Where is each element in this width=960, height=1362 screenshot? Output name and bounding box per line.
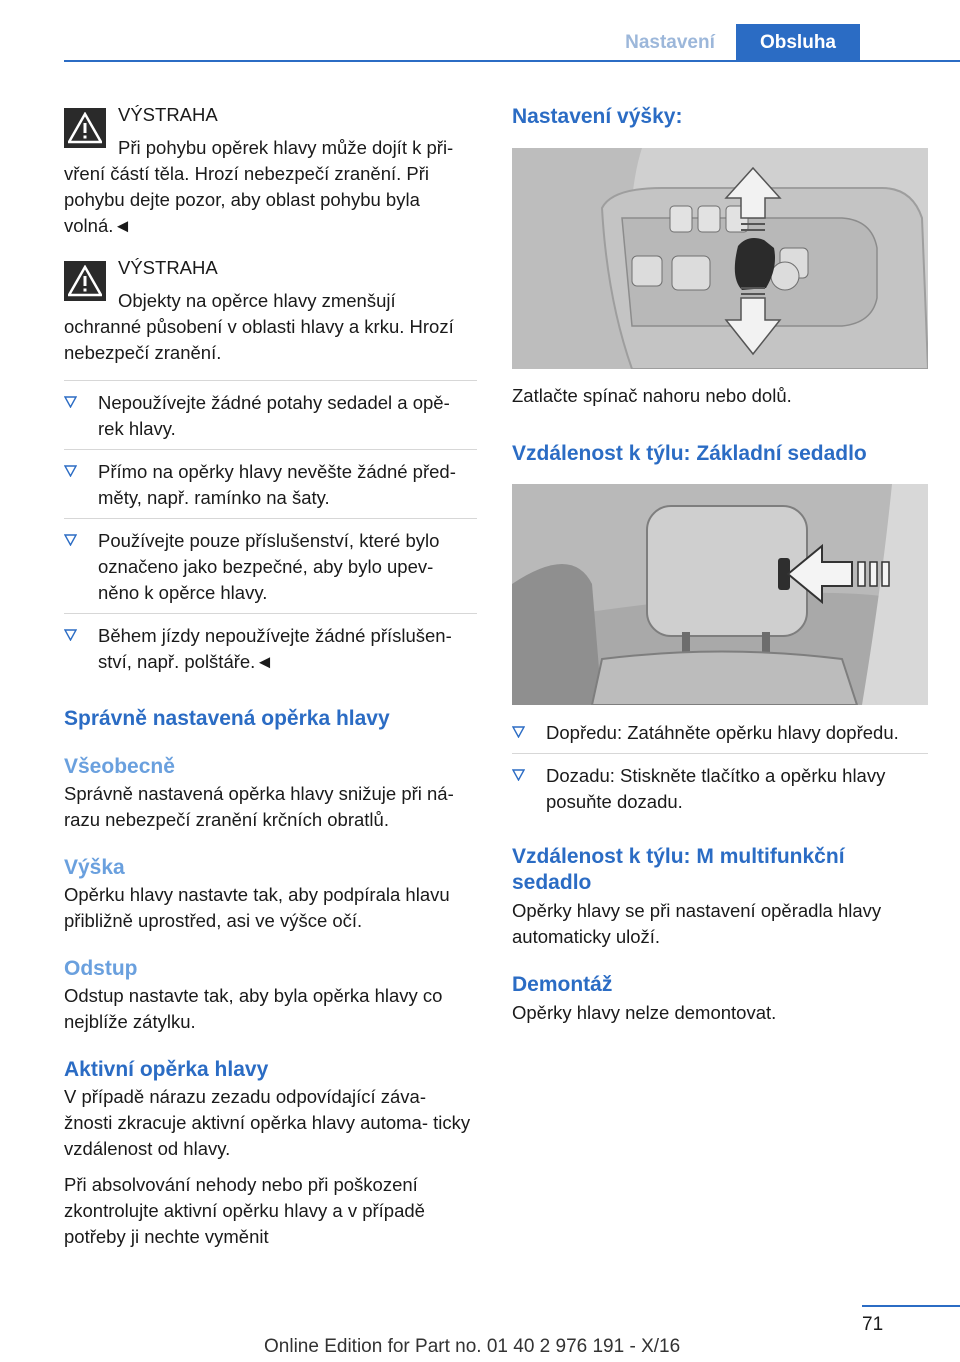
list-item [512, 711, 928, 753]
paragraph: Opěrku hlavy nastavte tak, aby podpírala hlavu přibližně uprostřed, asi ve výšce očí. [64, 884, 450, 931]
footer-rule [862, 1305, 960, 1307]
page-number: 71 [862, 1314, 884, 1335]
bullet-triangle-icon [64, 629, 77, 641]
warning-text: Objekty na opěrce hlavy zmenšují ochranné působení v oblasti hlavy a krku. Hrozí nebezpečí zranění. [64, 290, 454, 363]
section-title-removal: Demontáž [512, 973, 613, 996]
list-item-text: Nepoužívejte žádné potahy sedadel a opě- rek hlavy. [98, 392, 450, 439]
bullet-triangle-icon [512, 726, 525, 738]
warning-title: VÝSTRAHA [118, 257, 218, 278]
section-title: Aktivní opěrka hlavy [64, 1058, 269, 1081]
seat-switch-illustration [512, 148, 928, 369]
paragraph: Správně nastavená opěrka hlavy snižuje při ná- razu nebezpečí zranění krčních obratlů. [64, 783, 454, 830]
list-item [64, 613, 477, 682]
subsection-distance [64, 956, 477, 1035]
section-title-correct-headrest: Správně nastavená opěrka hlavy [64, 707, 390, 730]
subsection-title: Výška [64, 856, 125, 879]
tab-nastaveni[interactable]: Nastavení [625, 32, 715, 53]
left-column [64, 100, 477, 1250]
warning-triangle-icon [64, 261, 106, 301]
section-active-headrest [64, 1057, 477, 1250]
right-column [512, 100, 928, 1026]
section-title-m-seat: Vzdálenost k týlu: M multifunkční sedadlo [512, 845, 845, 894]
bullet-triangle-icon [512, 769, 525, 781]
bullet-triangle-icon [64, 465, 77, 477]
online-edition-note: Online Edition for Part no. 01 40 2 976 191 - X/16 [264, 1336, 681, 1357]
header-rule [64, 60, 960, 62]
list-item-text: Používejte pouze příslušenství, které bylo označeno jako bezpečné, aby bylo upev- něno k opěrce hlavy. [98, 530, 440, 603]
list-item-text: Dozadu: Stiskněte tlačítko a opěrku hlavy posuňte dozadu. [546, 765, 886, 812]
warning-bullet-list [64, 380, 477, 682]
warning-block-2 [64, 253, 477, 366]
list-item-text: Dopředu: Zatáhněte opěrku hlavy dopředu. [546, 722, 899, 743]
list-item [64, 518, 477, 613]
list-item [64, 380, 477, 449]
paragraph: Opěrky hlavy se při nastavení opěradla hlavy automaticky uloží. [512, 900, 882, 947]
warning-title: VÝSTRAHA [118, 104, 218, 125]
subsection-general [64, 754, 477, 833]
paragraph: Při absolvování nehody nebo při poškození zkontrolujte aktivní opěrku hlavy a v případě potřeby ji nechte vyměnit [64, 1174, 425, 1247]
subsection-title: Odstup [64, 957, 138, 980]
warning-text: Při pohybu opěrek hlavy může dojít k při- vření částí těla. Hrozí nebezpečí zranění. Při pohybu dejte pozor, aby oblast pohybu byla volná.◄ [64, 137, 454, 236]
paragraph: V případě nárazu zezadu odpovídající záva- žnosti zkracuje aktivní opěrka hlavy automa- ticky vzdálenost od hlavy. [64, 1086, 471, 1159]
warning-block-1 [64, 100, 477, 239]
list-item-text: Během jízdy nepoužívejte žádné příslušen- ství, např. polštáře.◄ [98, 625, 452, 672]
list-item-text: Přímo na opěrky hlavy nevěšte žádné před- měty, např. ramínko na šaty. [98, 461, 456, 508]
bullet-triangle-icon [64, 396, 77, 408]
basic-seat-bullet-list [512, 711, 928, 822]
subsection-height [64, 855, 477, 934]
warning-triangle-icon [64, 108, 106, 148]
paragraph: Odstup nastavte tak, aby byla opěrka hlavy co nejblíže zátylku. [64, 985, 443, 1032]
section-title-height-adjust: Nastavení výšky: [512, 105, 683, 128]
section-title-basic-seat: Vzdálenost k týlu: Základní sedadlo [512, 442, 867, 465]
headrest-photo [512, 484, 928, 705]
bullet-triangle-icon [64, 534, 77, 546]
paragraph: Opěrky hlavy nelze demontovat. [512, 1002, 777, 1023]
paragraph: Zatlačte spínač nahoru nebo dolů. [512, 385, 792, 406]
subsection-title: Všeobecně [64, 755, 175, 778]
list-item [64, 449, 477, 518]
list-item [512, 753, 928, 822]
tab-obsluha[interactable]: Obsluha [736, 24, 860, 62]
